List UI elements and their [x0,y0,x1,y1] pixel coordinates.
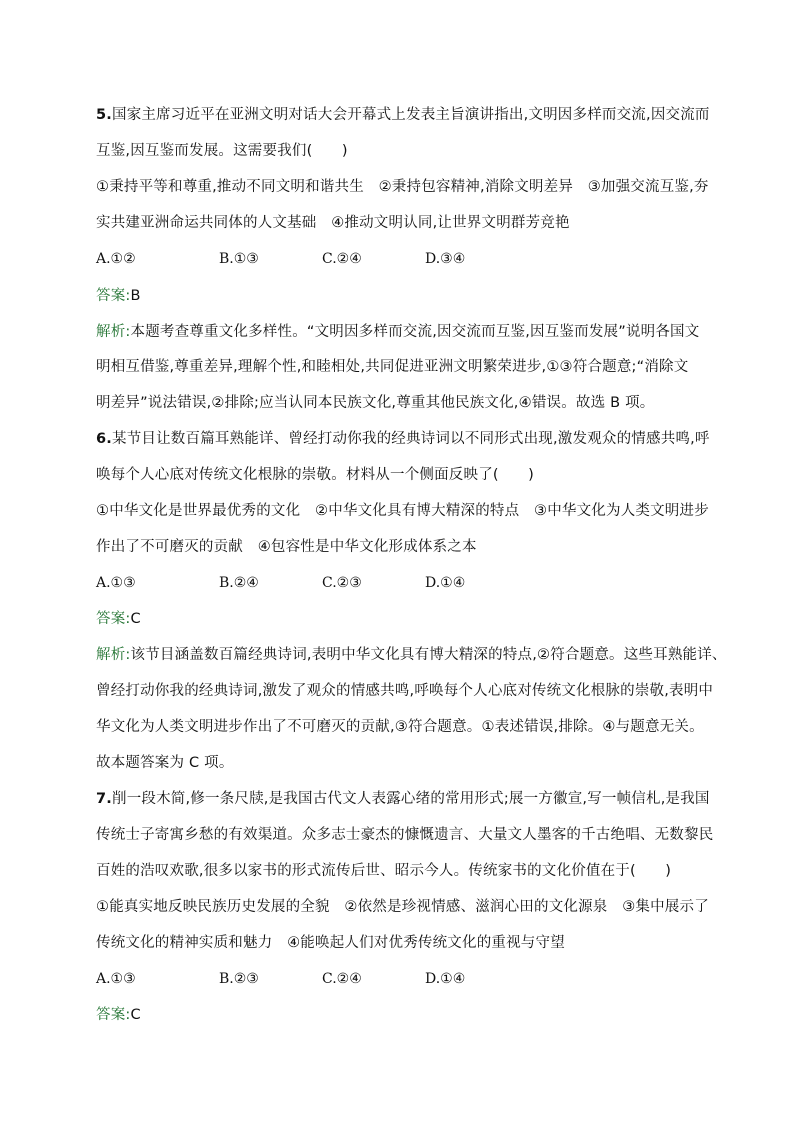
q6-statements-line-2: 作出了不可磨灭的贡献 ④包容性是中华文化形成体系之本 [96,539,477,555]
q6-number: 6. [96,431,112,447]
q6-analysis-line-3: 华文化为人类文明进步作出了不可磨灭的贡献,③符合题意。①表述错误,排除。④与题意无关。 [96,719,704,735]
q6-option-b: B.②④ [219,575,259,591]
q5-analysis-line-3: 明差异”说法错误,②排除;应当认同本民族文化,尊重其他民族文化,④错误。故选 B 项。 [96,395,655,411]
q5-analysis-line-2: 明相互借鉴,尊重差异,理解个性,和睦相处,共同促进亚洲文明繁荣进步,①③符合题意;“消除文 [96,359,689,375]
q5-analysis-line-1: 解析:本题考查尊重文化多样性。“文明因多样而交流,因交流而互鉴,因互鉴而发展”说明各国文 [96,324,700,340]
q6-answer: 答案:C [96,611,141,627]
q5-statements-line-1: ①秉持平等和尊重,推动不同文明和谐共生 ②秉持包容精神,消除文明差异 ③加强交流互鉴,夯 [96,179,709,195]
q7-option-b: B.②③ [219,971,259,987]
q7-stem-line-3: 百姓的浩叹欢歌,很多以家书的形式流传后世、昭示今人。传统家书的文化价值在于( ) [96,863,672,879]
q6-option-d: D.①④ [425,575,466,591]
q5-stem-line-1: 5.国家主席习近平在亚洲文明对话大会开幕式上发表主旨演讲指出,文明因多样而交流,因交流而 [96,107,710,123]
q6-statements-line-1: ①中华文化是世界最优秀的文化 ②中华文化具有博大精深的特点 ③中华文化为人类文明进步 [96,503,709,519]
q5-option-a: A.①② [96,251,136,267]
q7-stem-line-2: 传统士子寄寓乡愁的有效渠道。众多志士豪杰的慷慨遗言、大量文人墨客的千古绝唱、无数黎民 [96,827,714,843]
q6-option-c: C.②③ [322,575,362,591]
q7-statements-line-2: 传统文化的精神实质和魅力 ④能唤起人们对优秀传统文化的重视与守望 [96,935,565,951]
q5-number: 5. [96,107,112,123]
q7-option-a: A.①③ [96,971,136,987]
q6-analysis-line-2: 曾经打动你我的经典诗词,激发了观众的情感共鸣,呼唤每个人心底对传统文化根脉的崇敬,表明中 [96,683,714,699]
q6-analysis-line-1: 解析:该节目涵盖数百篇经典诗词,表明中华文化具有博大精深的特点,②符合题意。这些耳熟能详、 [96,647,727,663]
q7-stem-line-1: 7.削一段木简,修一条尺牍,是我国古代文人表露心绪的常用形式;展一方徽宣,写一帧信札,是我国 [96,791,710,807]
q5-stem-line-2: 互鉴,因互鉴而发展。这需要我们( ) [96,143,348,159]
q7-option-d: D.①④ [425,971,466,987]
q5-answer: 答案:B [96,288,141,304]
q6-analysis-line-4: 故本题答案为 C 项。 [96,755,234,771]
q6-option-a: A.①③ [96,575,136,591]
q7-answer: 答案:C [96,1007,141,1023]
q6-stem-line-1: 6.某节目让数百篇耳熟能详、曾经打动你我的经典诗词以不同形式出现,激发观众的情感共鸣,呼 [96,431,710,447]
q5-option-b: B.①③ [219,251,259,267]
q6-stem-line-2: 唤每个人心底对传统文化根脉的崇敬。材料从一个侧面反映了( ) [96,467,535,483]
q7-option-c: C.②④ [322,971,362,987]
q7-number: 7. [96,791,112,807]
q5-statements-line-2: 实共建亚洲命运共同体的人文基础 ④推动文明认同,让世界文明群芳竞艳 [96,215,570,231]
q5-option-d: D.③④ [425,251,466,267]
q7-statements-line-1: ①能真实地反映民族历史发展的全貌 ②依然是珍视情感、滋润心田的文化源泉 ③集中展示了 [96,899,709,915]
q5-option-c: C.②④ [322,251,362,267]
